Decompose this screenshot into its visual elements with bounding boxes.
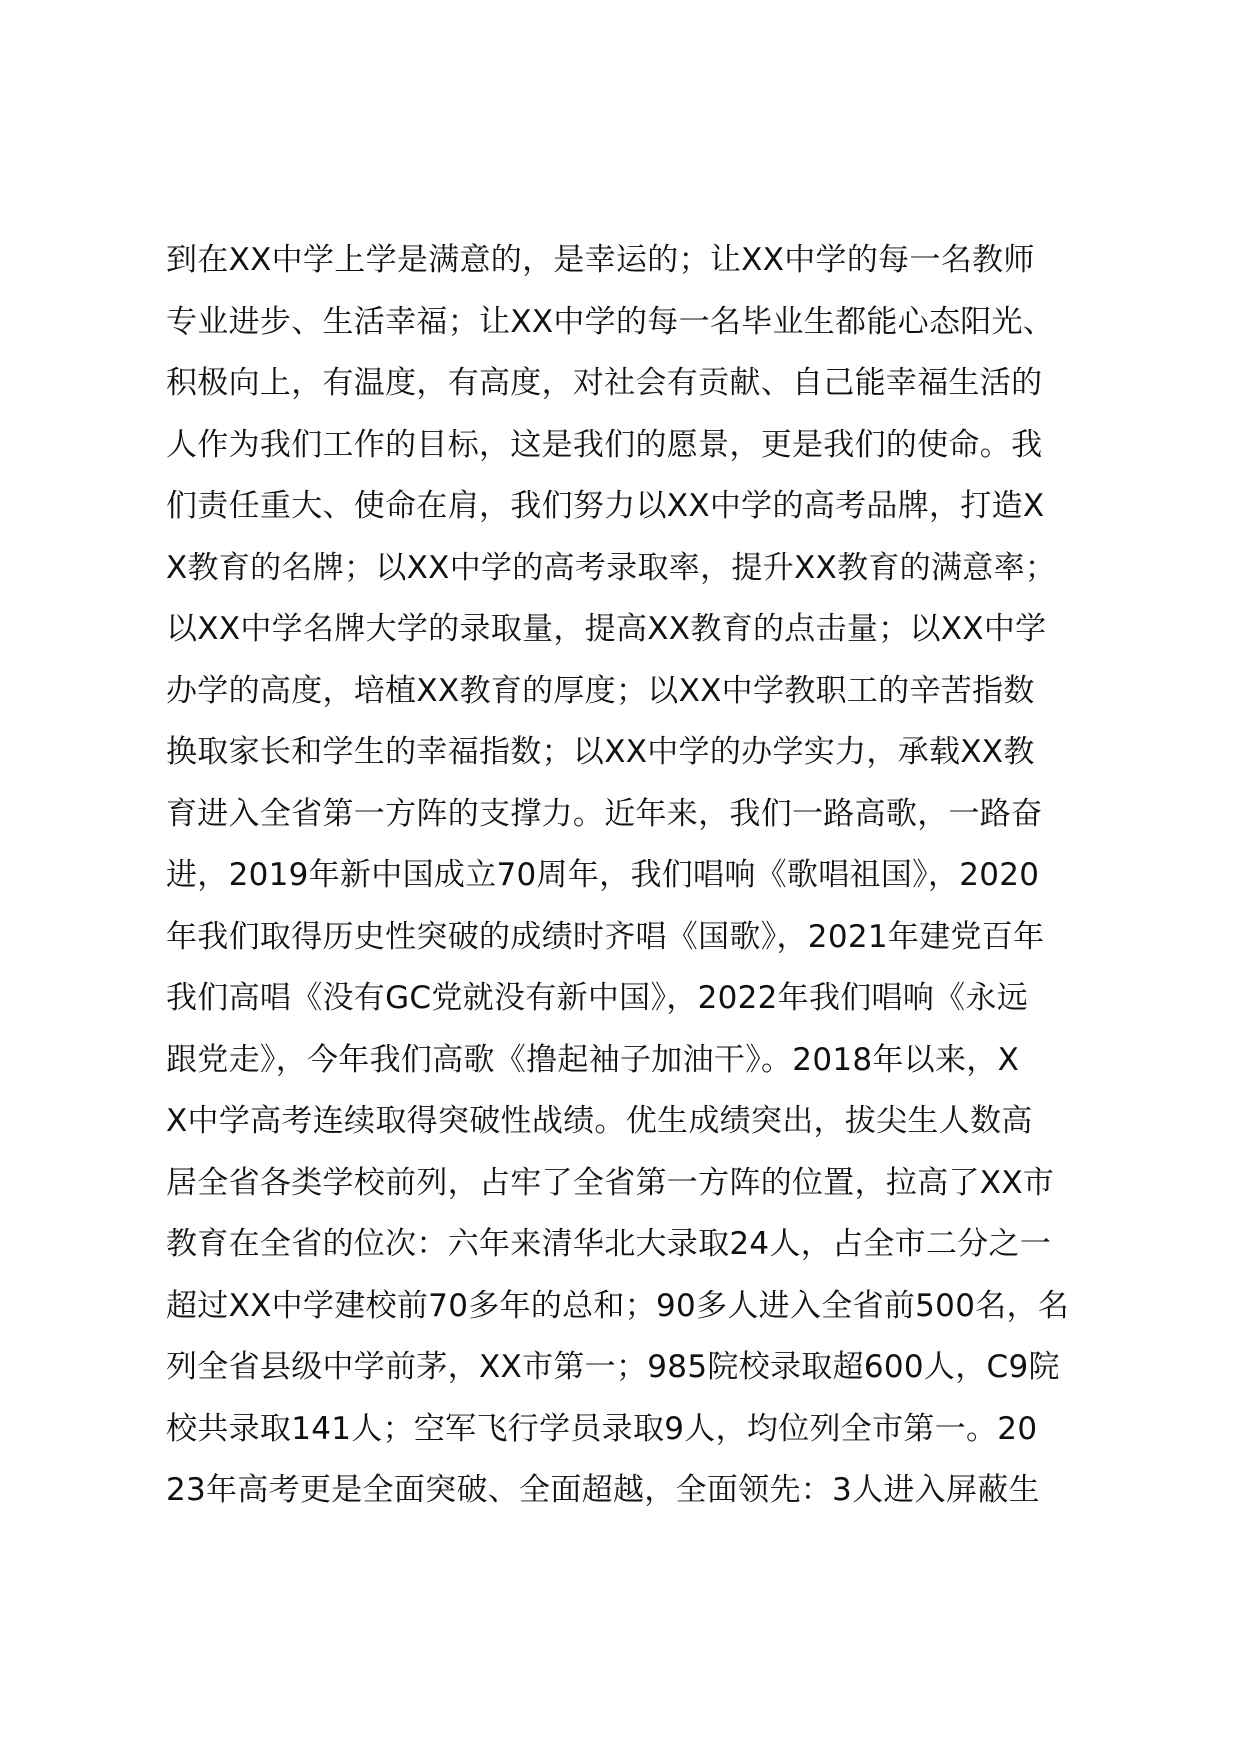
text-line: 人作为我们工作的目标，这是我们的愿景，更是我们的使命。我 [166, 426, 1043, 463]
text-line: 列全省县级中学前茅，XX市第一；985院校录取超600人，C9院 [166, 1349, 1060, 1385]
text-line: 专业进步、生活幸福；让XX中学的每一名毕业生都能心态阳光、 [166, 303, 1055, 340]
text-line: 换取家长和学生的幸福指数；以XX中学的办学实力，承载XX教 [166, 734, 1035, 770]
text-line: 积极向上，有温度，有高度，对社会有贡献、自己能幸福生活的 [166, 365, 1043, 401]
text-line: 年我们取得历史性突破的成绩时齐唱《国歌》，2021年建党百年 [166, 918, 1045, 955]
text-line: 我们高唱《没有GC党就没有新中国》，2022年我们唱响《永远 [166, 980, 1029, 1016]
text-line: 育进入全省第一方阵的支撑力。近年来，我们一路高歌，一路奋 [166, 795, 1043, 832]
text-line: 23年高考更是全面突破、全面超越，全面领先：3人进入屏蔽生 [166, 1472, 1040, 1508]
text-line: 以XX中学名牌大学的录取量，提高XX教育的点击量；以XX中学 [166, 611, 1047, 647]
text-line: 进，2019年新中国成立70周年，我们唱响《歌唱祖国》，2020 [166, 857, 1040, 893]
text-line: 办学的高度，培植XX教育的厚度；以XX中学教职工的辛苦指数 [166, 672, 1035, 709]
text-line: 们责任重大、使命在肩，我们努力以XX中学的高考品牌，打造X [166, 488, 1045, 524]
body-paragraph [166, 230, 1126, 1522]
text-line: 超过XX中学建校前70多年的总和；90多人进入全省前500名，名 [166, 1287, 1070, 1324]
text-line: 教育在全省的位次：六年来清华北大录取24人，占全市二分之一 [166, 1226, 1052, 1262]
text-line: 跟党走》，今年我们高歌《撸起袖子加油干》。2018年以来，X [166, 1041, 1020, 1078]
text-line: 到在XX中学上学是满意的，是幸运的；让XX中学的每一名教师 [166, 242, 1035, 278]
text-line: X中学高考连续取得突破性战绩。优生成绩突出，拔尖生人数高 [166, 1103, 1033, 1139]
text-line: 居全省各类学校前列，占牢了全省第一方阵的位置，拉高了XX市 [166, 1164, 1055, 1201]
text-line: 校共录取141人；空军飞行学员录取9人，均位列全市第一。20 [166, 1410, 1038, 1447]
text-line: X教育的名牌；以XX中学的高考录取率，提升XX教育的满意率； [166, 549, 1057, 586]
